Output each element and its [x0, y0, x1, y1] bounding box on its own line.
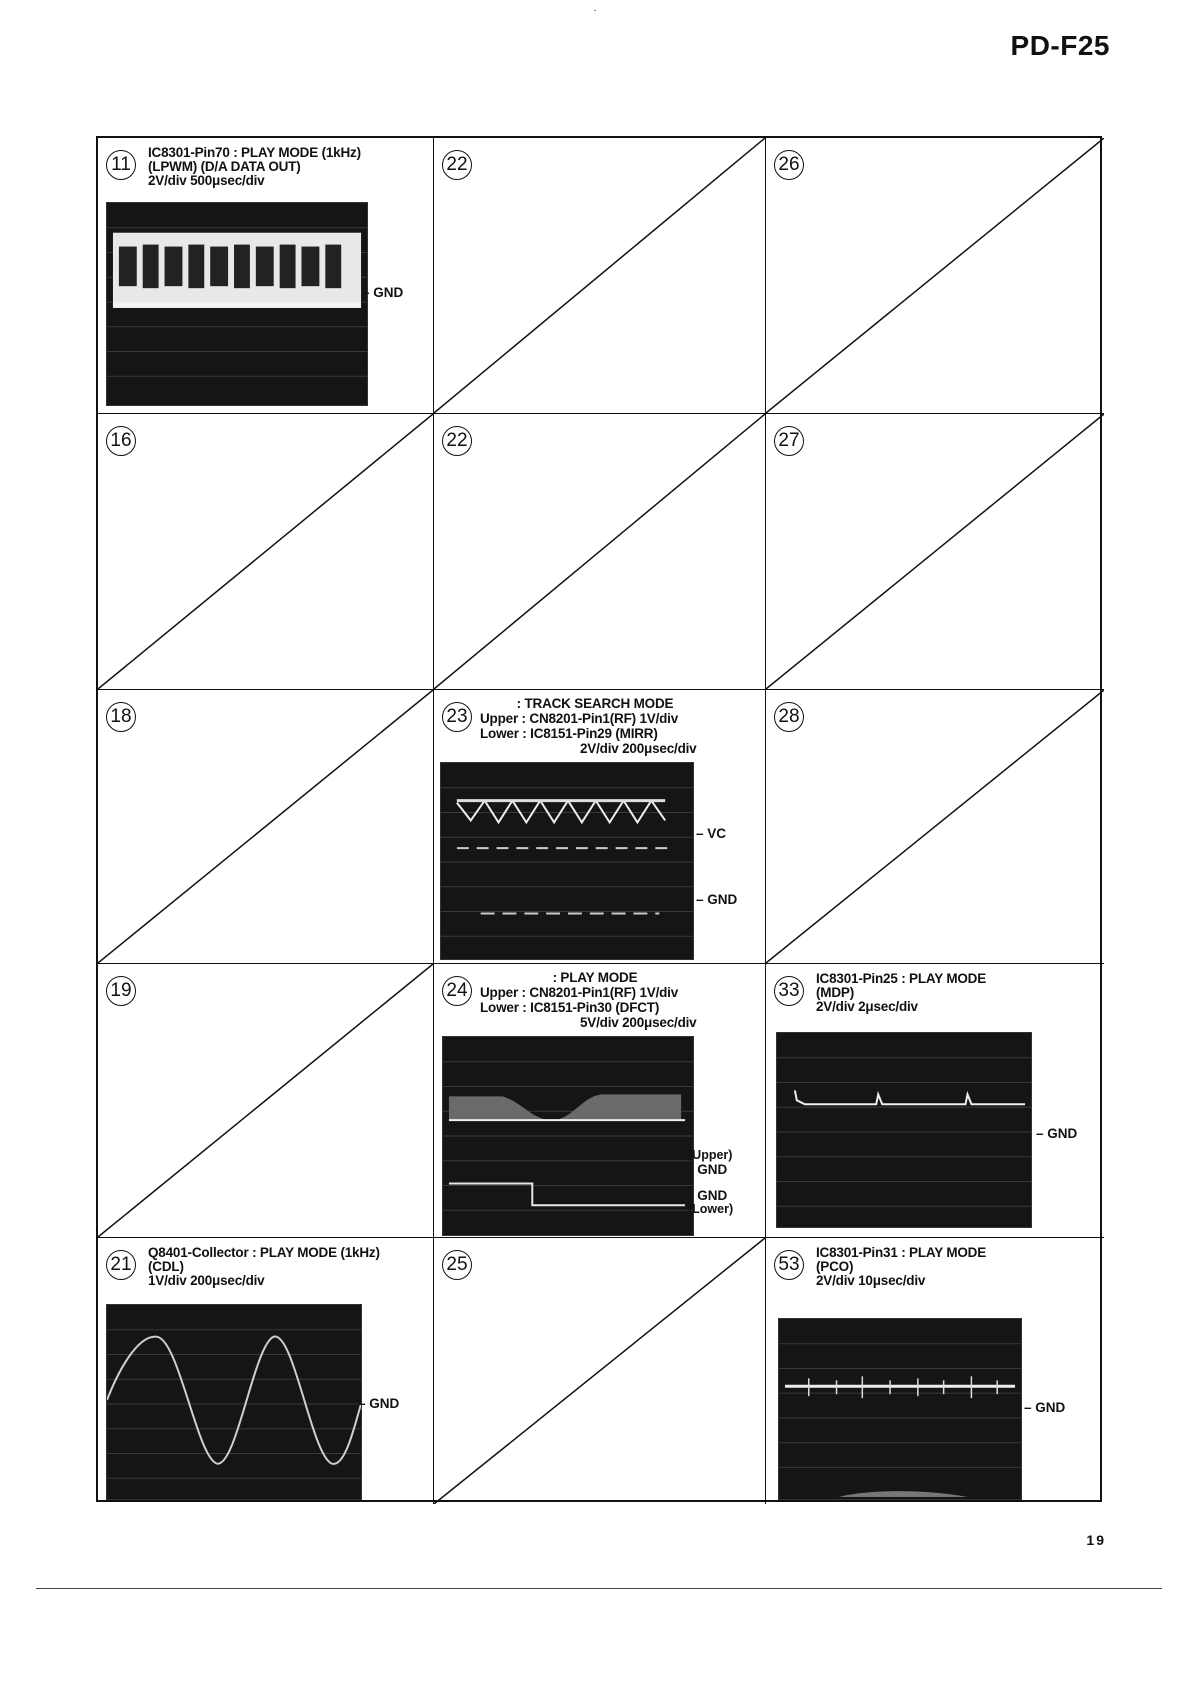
caption-line: IC8301-Pin31 : PLAY MODE — [816, 1245, 987, 1260]
cell-number: 53 — [774, 1250, 804, 1280]
cell-number: 23 — [442, 702, 472, 732]
blank-diagonal — [766, 138, 1104, 413]
caption-line: Upper : CN8201-Pin1(RF) 1V/div — [480, 711, 679, 726]
cell-24 — [434, 964, 766, 1238]
cell-number: 21 — [106, 1250, 136, 1280]
caption-line: : PLAY MODE — [552, 970, 638, 985]
cell-number: 33 — [774, 976, 804, 1006]
cell-16 — [98, 414, 434, 690]
cell-number: 22 — [442, 150, 472, 180]
cell-53 — [766, 1238, 1104, 1504]
blank-diagonal — [434, 1238, 765, 1504]
gnd-label: – GND — [358, 1396, 400, 1411]
cell-18 — [98, 690, 434, 964]
caption-line: Upper : CN8201-Pin1(RF) 1V/div — [480, 985, 679, 1000]
cell-caption — [480, 970, 710, 1030]
oscilloscope-photo — [776, 1032, 1032, 1228]
cell-caption — [148, 1246, 427, 1288]
caption-line: (CDL) — [148, 1259, 184, 1274]
cell-number: 16 — [106, 426, 136, 456]
vc-label: – VC — [696, 826, 727, 841]
scan-speck — [594, 10, 596, 11]
gnd-label: – GND — [362, 285, 404, 300]
cell-number: 18 — [106, 702, 136, 732]
blank-diagonal — [766, 690, 1104, 963]
lower-label: (Lower) — [688, 1202, 734, 1216]
caption-line: 2V/div 200μsec/div — [580, 741, 697, 756]
cell-33 — [766, 964, 1104, 1238]
caption-line: 2V/div 500μsec/div — [148, 173, 265, 188]
caption-line: (PCO) — [816, 1259, 854, 1274]
cell-caption — [480, 696, 710, 756]
gnd-label: – GND — [1036, 1126, 1078, 1141]
cell-number: 22 — [442, 426, 472, 456]
oscilloscope-photo — [442, 1036, 694, 1236]
cell-number: 25 — [442, 1250, 472, 1280]
cell-number: 19 — [106, 976, 136, 1006]
cell-11 — [98, 138, 434, 414]
gnd-label: – GND — [1024, 1400, 1066, 1415]
cell-caption — [816, 1246, 1098, 1288]
caption-line: IC8301-Pin25 : PLAY MODE — [816, 971, 987, 986]
cell-26 — [766, 138, 1104, 414]
page-number: 19 — [1086, 1532, 1106, 1548]
caption-line: (LPWM) (D/A DATA OUT) — [148, 159, 301, 174]
gnd-upper-label: – GND — [686, 1162, 728, 1177]
blank-diagonal — [98, 964, 433, 1237]
blank-diagonal — [434, 414, 765, 689]
caption-line: IC8301-Pin70 : PLAY MODE (1kHz) — [148, 145, 361, 160]
cell-21 — [98, 1238, 434, 1504]
cell-22-top — [434, 138, 766, 414]
caption-line: Q8401-Collector : PLAY MODE (1kHz) — [148, 1245, 380, 1260]
caption-line: 5V/div 200μsec/div — [580, 1015, 697, 1030]
gnd-lower-label: – GND — [686, 1188, 728, 1203]
cell-23 — [434, 690, 766, 964]
blank-diagonal — [98, 690, 433, 963]
cell-number: 26 — [774, 150, 804, 180]
oscilloscope-photo — [106, 202, 368, 406]
caption-line: (MDP) — [816, 985, 854, 1000]
oscilloscope-photo — [440, 762, 694, 960]
oscilloscope-photo — [106, 1304, 362, 1500]
gnd-label: – GND — [696, 892, 738, 907]
model-title: PD-F25 — [1010, 30, 1110, 61]
oscilloscope-photo — [778, 1318, 1022, 1500]
cell-number: 24 — [442, 976, 472, 1006]
cell-28 — [766, 690, 1104, 964]
cell-22-middle — [434, 414, 766, 690]
cell-caption — [816, 972, 1098, 1014]
cell-number: 11 — [106, 150, 136, 180]
cell-number: 28 — [774, 702, 804, 732]
caption-line: Lower : IC8151-Pin29 (MIRR) — [480, 726, 658, 741]
caption-line: Lower : IC8151-Pin30 (DFCT) — [480, 1000, 660, 1015]
cell-number: 27 — [774, 426, 804, 456]
blank-diagonal — [434, 138, 765, 413]
blank-diagonal — [766, 414, 1104, 689]
cell-25 — [434, 1238, 766, 1504]
cell-27 — [766, 414, 1104, 690]
waveform-grid — [96, 136, 1102, 1502]
cell-caption — [148, 146, 427, 188]
caption-line: : TRACK SEARCH MODE — [516, 696, 674, 711]
blank-diagonal — [98, 414, 433, 689]
footer-rule — [36, 1588, 1162, 1589]
caption-line: 2V/div 2μsec/div — [816, 999, 918, 1014]
caption-line: 2V/div 10μsec/div — [816, 1273, 926, 1288]
cell-19 — [98, 964, 434, 1238]
upper-label: (Upper) — [688, 1148, 733, 1162]
caption-line: 1V/div 200μsec/div — [148, 1273, 265, 1288]
